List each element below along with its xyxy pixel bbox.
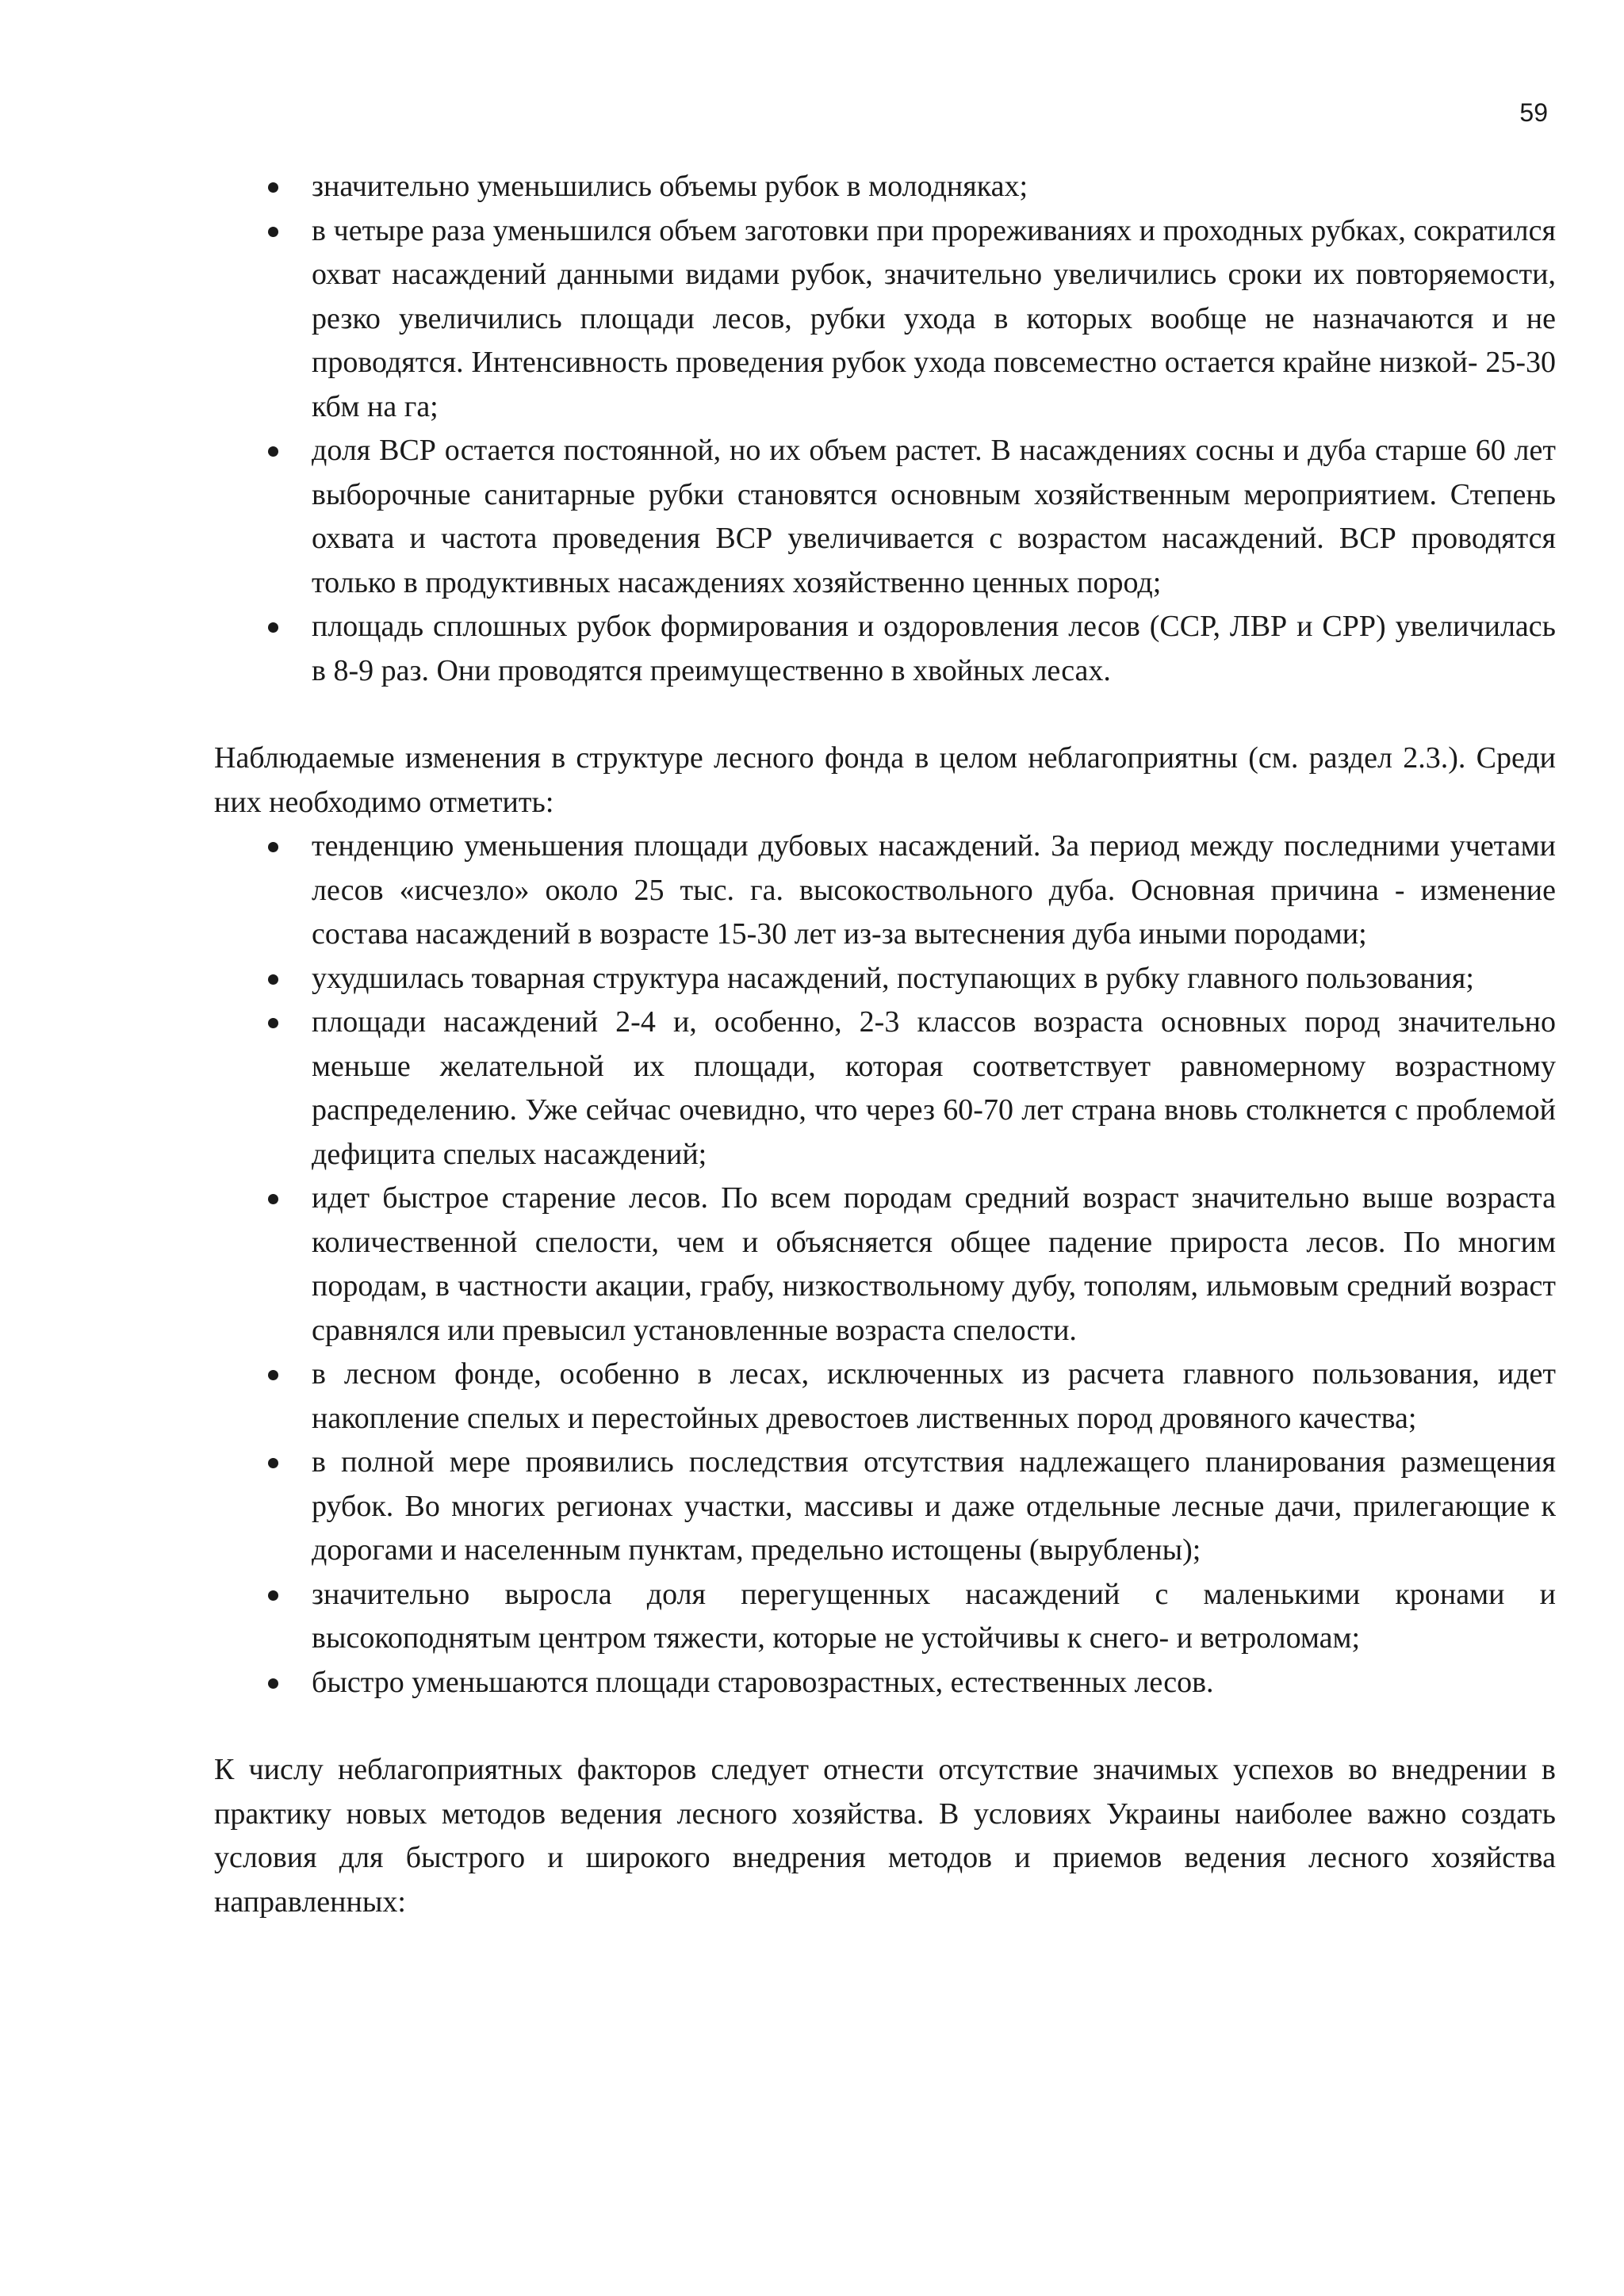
list-item-text: в полной мере проявились последствия отсутствия надлежащего планирования размещения рубок. Во многих регионах участки, массивы и даже отдельные лесные дачи, прилегающие к дорогами и населенным пунктам, предельно истощены (вырублены);	[312, 1445, 1556, 1567]
list-item-text: быстро уменьшаются площади старовозрастных, естественных лесов.	[312, 1665, 1214, 1699]
bullet-icon	[268, 974, 278, 985]
paragraph-structure-changes: Наблюдаемые изменения в структуре лесного фонда в целом неблагоприятны (см. раздел 2.3.). Среди них необходимо отметить:	[214, 741, 1556, 819]
list-item	[214, 1177, 1556, 1353]
bullet-list-structure-changes	[214, 825, 1556, 1705]
page-number: 59	[1519, 98, 1548, 127]
bullet-icon	[268, 227, 278, 237]
bullet-icon	[268, 842, 278, 852]
bullet-list-forest-cuttings	[214, 165, 1556, 693]
bullet-icon	[268, 1194, 278, 1204]
list-item	[214, 165, 1556, 209]
list-item	[214, 1573, 1556, 1661]
list-item-text: доля ВСР остается постоянной, но их объем растет. В насаждениях сосны и дуба старше 60 лет выборочные санитарные рубки становятся основным хозяйственным мероприятием. Степень охвата и частота проведения ВСР увеличивается с возрастом насаждений. ВСР проводятся только в продуктивных насаждениях хозяйственно ценных пород;	[312, 434, 1556, 599]
list-item-text: тенденцию уменьшения площади дубовых насаждений. За период между последними учетами лесов «исчезло» около 25 тыс. га. высокоствольного дуба. Основная причина - изменение состава насаждений в возрасте 15-30 лет из-за вытеснения дуба иными породами;	[312, 829, 1556, 951]
paragraph-unfavorable-factors: К числу неблагоприятных факторов следует отнести отсутствие значимых успехов во внедрении в практику новых методов ведения лесного хозяйства. В условиях Украины наиболее важно создать условия для быстрого и широкого внедрения методов и приемов ведения лесного хозяйства направленных:	[214, 1753, 1556, 1919]
list-item	[214, 605, 1556, 693]
list-item	[214, 1001, 1556, 1177]
list-item-text: в лесном фонде, особенно в лесах, исключенных из расчета главного пользования, идет накопление спелых и перестойных древостоев лиственных пород дровяного качества;	[312, 1357, 1556, 1435]
bullet-icon	[268, 1018, 278, 1028]
bullet-icon	[268, 182, 278, 193]
list-item	[214, 1661, 1556, 1705]
list-item-text: ухудшилась товарная структура насаждений, поступающих в рубку главного пользования;	[312, 961, 1474, 995]
list-item	[214, 825, 1556, 957]
list-item	[214, 429, 1556, 605]
bullet-icon	[268, 1370, 278, 1380]
bullet-icon	[268, 1590, 278, 1601]
list-item	[214, 957, 1556, 1001]
list-item-text: площади насаждений 2-4 и, особенно, 2-3 классов возраста основных пород значительно меньше желательной их площади, которая соответствует равномерному возрастному распределению. Уже сейчас очевидно, что через 60-70 лет страна вновь столкнется с проблемой дефицита спелых насаждений;	[312, 1005, 1556, 1171]
document-body	[214, 165, 1556, 1924]
list-item	[214, 209, 1556, 430]
bullet-icon	[268, 1458, 278, 1468]
bullet-icon	[268, 622, 278, 633]
list-item-text: площадь сплошных рубок формирования и оздоровления лесов (ССР, ЛВР и СРР) увеличилась в 8-9 раз. Они проводятся преимущественно в хвойных лесах.	[312, 610, 1556, 687]
bullet-icon	[268, 446, 278, 457]
list-item-text: в четыре раза уменьшился объем заготовки при прореживаниях и проходных рубках, сократился охват насаждений данными видами рубок, значительно увеличились сроки их повторяемости, резко увеличились площади лесов, рубки ухода в которых вообще не назначаются и не проводятся. Интенсивность проведения рубок ухода повсеместно остается крайне низкой- 25-30 кбм на га;	[312, 213, 1556, 423]
list-item-text: идет быстрое старение лесов. По всем породам средний возраст значительно выше возраста количественной спелости, чем и объясняется общее падение прироста лесов. По многим породам, в частности акации, грабу, низкоствольному дубу, тополям, ильмовым средний возраст сравнялся или превысил установленные возраста спелости.	[312, 1181, 1556, 1347]
list-item	[214, 1353, 1556, 1441]
list-item	[214, 1441, 1556, 1573]
bullet-icon	[268, 1678, 278, 1689]
list-item-text: значительно выросла доля перегущенных насаждений с маленькими кронами и высокоподнятым центром тяжести, которые не устойчивы к снего- и ветроломам;	[312, 1577, 1556, 1655]
list-item-text: значительно уменьшились объемы рубок в молодняках;	[312, 170, 1028, 203]
